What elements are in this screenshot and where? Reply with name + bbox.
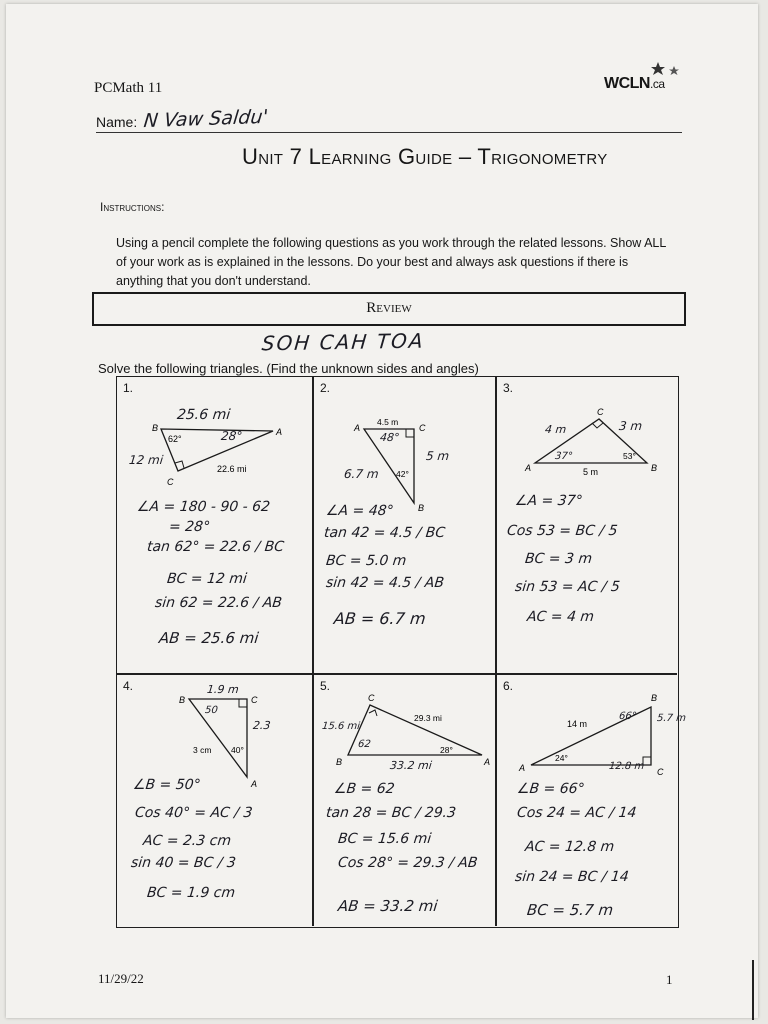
work-line: sin 62 = 22.6 / AB [154,595,283,611]
vertex-label: C [657,767,664,777]
name-label: Name: [96,114,138,130]
handwritten-side: 5.7 m [656,713,687,724]
printed-angle: 24° [555,753,568,763]
handwritten-side: 15.6 mi [321,721,361,732]
vertex-label: C [419,423,426,433]
page-edge [752,960,754,1020]
wcln-logo [604,67,684,97]
handwritten-side: 5 m [425,449,450,463]
name-underline [96,132,682,133]
work-line: BC = 12 mi [166,571,248,587]
problem-number: 5. [320,679,331,693]
problem-number: 1. [123,381,134,395]
instructions-heading: Instructions: [100,200,165,214]
work-line: ∠B = 62 [333,781,396,797]
printed-side: 29.3 mi [414,713,442,723]
vertex-label: C [368,693,375,703]
work-line: BC = 5.7 m [526,901,615,919]
problem-5 [314,675,495,927]
vertex-label: B [651,463,658,473]
vertex-label: B [651,693,658,703]
problem-1 [117,377,312,673]
triangle-figure [171,689,281,789]
handwritten-side: 6.7 m [343,467,380,481]
work-line: Cos 28° = 29.3 / AB [337,855,479,871]
review-banner [92,292,686,326]
vertex-label: B [152,423,159,433]
handwritten-side: 33.2 mi [389,759,433,772]
printed-side: 3 cm [193,745,212,755]
review-label: Review [366,300,412,316]
printed-side: 22.6 mi [217,464,247,474]
mnemonic-note: SOH CAH TOA [260,328,426,356]
handwritten-angle: 62 [357,739,372,750]
problem-grid [116,376,687,928]
problem-4 [117,675,312,927]
vertex-label: A [251,779,258,789]
printed-side: 5 m [583,467,599,477]
work-line: AB = 33.2 mi [337,897,439,915]
handwritten-angle: 66° [618,711,638,722]
work-line: Cos 24 = AC / 14 [516,805,638,821]
printed-angle: 28° [440,745,453,755]
handwritten-side: 4 m [544,423,567,436]
handwritten-side: 1.9 m [206,683,240,696]
page-number: 1 [666,972,673,987]
handwritten-angle: 37° [554,451,574,462]
work-line: ∠A = 37° [514,493,584,509]
vertex-label: C [597,407,604,417]
work-line: tan 42 = 4.5 / BC [323,525,446,541]
printed-angle: 40° [231,745,244,755]
work-line: AC = 4 m [526,609,595,625]
vertex-label: B [336,757,343,767]
vertex-label: A [354,423,361,433]
triangle-figure [517,403,667,483]
handwritten-side: 3 m [618,419,643,433]
name-field[interactable]: N Vaw Saldu' [142,105,270,133]
work-line: ∠A = 180 - 90 - 62 [136,499,271,515]
page-title: Unit 7 Learning Guide – Trigonometry [242,144,608,169]
course-name: PCMath 11 [94,80,163,96]
problem-3 [497,377,677,673]
work-line: BC = 1.9 cm [146,885,236,901]
work-line: tan 28 = BC / 29.3 [325,805,457,821]
problem-2 [314,377,495,673]
handwritten-angle: 48° [379,431,401,444]
printed-angle: 62° [168,434,182,444]
work-line: tan 62° = 22.6 / BC [146,539,285,555]
work-line: AB = 6.7 m [333,609,427,628]
vertex-label: A [519,763,526,773]
work-line: Cos 53 = BC / 5 [506,523,619,539]
problem-number: 6. [503,679,514,693]
work-line: sin 40 = BC / 3 [130,855,237,871]
vertex-label: A [525,463,532,473]
work-line: AC = 2.3 cm [142,833,232,849]
printed-side: 4.5 m [377,417,399,427]
work-line: = 28° [168,519,211,535]
vertex-label: A [276,427,283,437]
vertex-label: A [484,757,491,767]
printed-angle: 53° [623,451,636,461]
handwritten-angle: 28° [220,429,244,443]
printed-angle: 42° [396,469,409,479]
work-line: AB = 25.6 mi [158,629,260,647]
handwritten-side: 2.3 [252,719,272,732]
problem-number: 3. [503,381,514,395]
problem-number: 4. [123,679,134,693]
work-line: sin 42 = 4.5 / AB [325,575,445,591]
work-line: sin 53 = AC / 5 [514,579,621,595]
vertex-label: B [418,503,425,513]
problem-6 [497,675,687,927]
work-line: ∠A = 48° [325,503,395,519]
logo-text: WCLN.ca [604,75,665,92]
handwritten-angle: 50 [204,705,219,716]
footer-date: 11/29/22 [98,971,144,986]
vertex-label: B [179,695,186,705]
work-line: BC = 15.6 mi [337,831,433,847]
triangle-figure [511,691,671,777]
vertex-label: C [167,477,174,487]
work-line: ∠B = 50° [132,777,202,793]
handwritten-side: 25.6 mi [176,407,231,423]
solve-prompt: Solve the following triangles. (Find the unknown sides and angles) [98,361,479,376]
work-line: Cos 40° = AC / 3 [134,805,254,821]
vertex-label: C [251,695,258,705]
problem-number: 2. [320,381,331,395]
printed-side: 14 m [567,719,588,729]
worksheet-page [6,4,758,1018]
instructions-text: Using a pencil complete the following questions as you work through the related lessons. Show ALL of your work as is explained in the lessons. Do your best and always ask questions if there is anything that you don't understand. [116,236,666,288]
work-line: sin 24 = BC / 14 [514,869,630,885]
work-line: BC = 5.0 m [325,553,408,569]
work-line: BC = 3 m [524,551,593,567]
handwritten-side: 12.8 m [608,761,645,772]
handwritten-side: 12 mi [128,453,164,467]
triangle-figure [344,413,484,513]
work-line: AC = 12.8 m [524,839,616,855]
work-line: ∠B = 66° [516,781,586,797]
